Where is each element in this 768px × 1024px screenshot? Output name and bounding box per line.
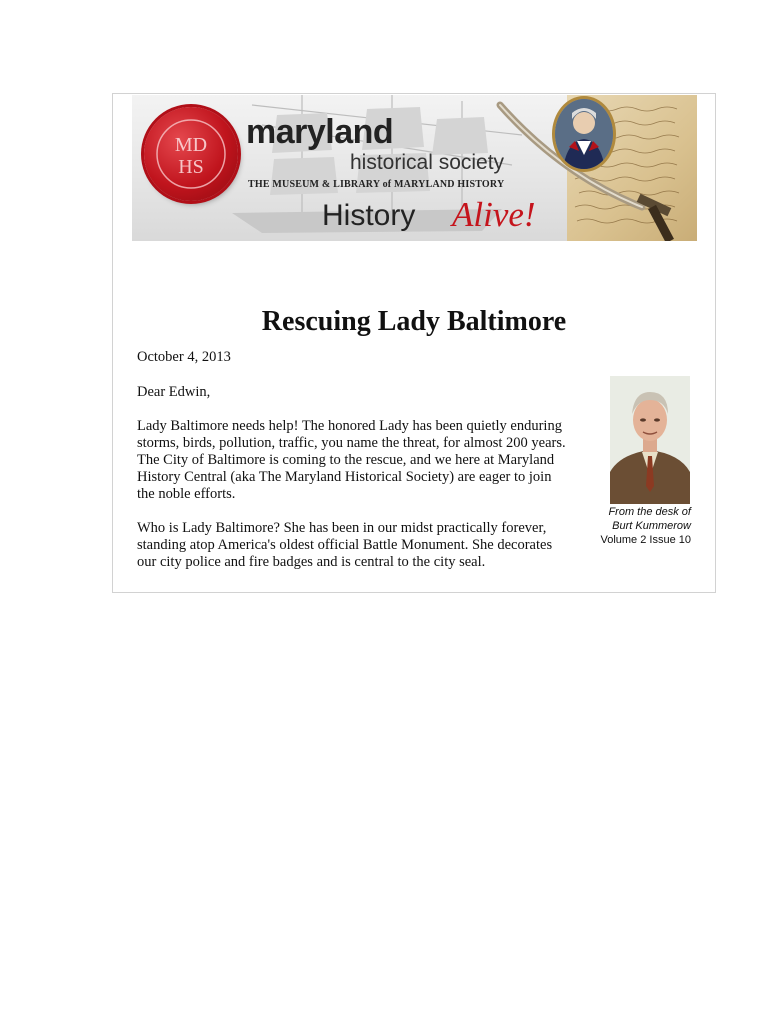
letter-greeting: Dear Edwin,: [137, 384, 211, 400]
letter-date: October 4, 2013: [137, 349, 231, 365]
brand-history-word: History: [322, 199, 416, 232]
svg-text:HS: HS: [178, 156, 204, 178]
brand-subtitle: historical society: [350, 151, 505, 174]
svg-text:MD: MD: [174, 134, 208, 156]
newsletter-sheet: [112, 93, 716, 593]
brand-name: maryland: [246, 113, 394, 151]
letter-paragraph-1: Lady Baltimore needs help! The honored Lady has been quietly enduring storms, birds, pollution, traffic, you name the threat, for almost 200 years. The City of Baltimore is coming to the rescue, and we here at Maryland History Central (aka The Maryland Historical Society) are eager to join the noble efforts.: [137, 418, 566, 502]
mdhs-wax-seal-logo: [144, 107, 238, 201]
newsletter-title: Rescuing Lady Baltimore: [261, 306, 567, 337]
caption-line-1: From the desk of: [608, 506, 691, 518]
author-photo: [610, 376, 690, 504]
historical-portrait-miniature: [555, 99, 613, 169]
author-caption: [600, 505, 691, 547]
letter-paragraph-2: Who is Lady Baltimore? She has been in our midst practically forever, standing atop America's oldest official Battle Monument. She decorates our city police and fire badges and is central to the city seal.: [137, 520, 553, 570]
volume-issue: Volume 2 Issue 10: [600, 534, 691, 546]
brand-alive-word: Alive!: [452, 195, 536, 234]
brand-tagline: THE MUSEUM & LIBRARY of MARYLAND HISTORY: [248, 179, 505, 190]
header-banner: [132, 95, 697, 241]
caption-author-name: Burt Kummerow: [612, 520, 691, 532]
